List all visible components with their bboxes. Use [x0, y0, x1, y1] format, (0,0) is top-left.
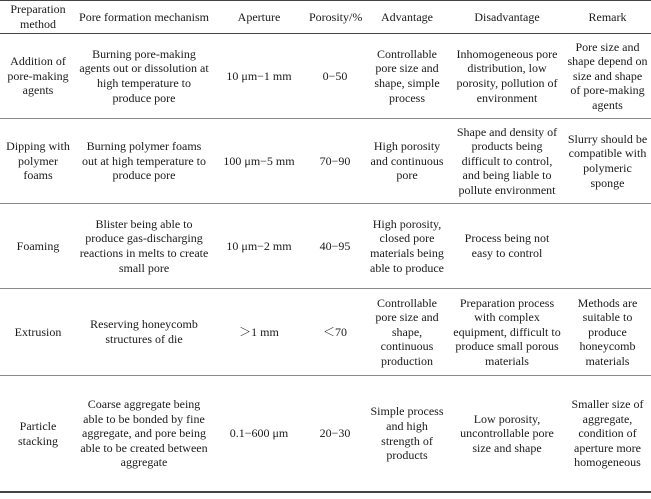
cell-remark: Slurry should be compatible with polymeric sponge: [564, 119, 651, 204]
cell-disadvantage: Process being not easy to control: [450, 204, 564, 289]
cell-porosity: 40−95: [306, 204, 364, 289]
cell-mechanism: Burning polymer foams out at high temperature to produce pore: [76, 119, 212, 204]
cell-advantage: Controllable pore size and shape, continuous production: [364, 289, 450, 376]
cell-aperture: 10 μm−1 mm: [212, 34, 306, 119]
cell-mechanism: Reserving honeycomb structures of die: [76, 289, 212, 376]
cell-remark: Methods are suitable to produce honeycomb materials: [564, 289, 651, 376]
cell-disadvantage: Low porosity, uncontrollable pore size and shape: [450, 376, 564, 493]
table-row: [0, 204, 651, 289]
cell-aperture: 10 μm−2 mm: [212, 204, 306, 289]
header-pore-formation-mechanism: Pore formation mechanism: [76, 1, 212, 34]
cell-advantage: Controllable pore size and shape, simple process: [364, 34, 450, 119]
header-porosity: Porosity/%: [306, 1, 364, 34]
cell-porosity: ＜70: [306, 289, 364, 376]
cell-aperture: ＞1 mm: [212, 289, 306, 376]
header-disadvantage: Disadvantage: [450, 1, 564, 34]
cell-advantage: High porosity, closed pore materials being able to produce: [364, 204, 450, 289]
cell-method: Particle stacking: [0, 376, 76, 493]
cell-method: Extrusion: [0, 289, 76, 376]
cell-porosity: 20−30: [306, 376, 364, 493]
table-row: [0, 376, 651, 493]
cell-method: Addition of pore-making agents: [0, 34, 76, 119]
cell-remark: Smaller size of aggregate, condition of aperture more homogeneous: [564, 376, 651, 493]
cell-disadvantage: Shape and density of products being difficult to control, and being liable to pollute environment: [450, 119, 564, 204]
cell-mechanism: Blister being able to produce gas-discharging reactions in melts to create small pore: [76, 204, 212, 289]
cell-aperture: 100 μm−5 mm: [212, 119, 306, 204]
header-remark: Remark: [564, 1, 651, 34]
cell-porosity: 0−50: [306, 34, 364, 119]
cell-advantage: Simple process and high strength of products: [364, 376, 450, 493]
header-aperture: Aperture: [212, 1, 306, 34]
table-row: [0, 34, 651, 119]
header-preparation-method: Preparation method: [0, 1, 76, 34]
cell-disadvantage: Preparation process with complex equipment, difficult to produce small porous materials: [450, 289, 564, 376]
cell-aperture: 0.1−600 μm: [212, 376, 306, 493]
cell-porosity: 70−90: [306, 119, 364, 204]
table-row: [0, 289, 651, 376]
header-advantage: Advantage: [364, 1, 450, 34]
table-row: [0, 119, 651, 204]
cell-remark: Pore size and shape depend on size and shape of pore-making agents: [564, 34, 651, 119]
cell-disadvantage: Inhomogeneous pore distribution, low porosity, pollution of environment: [450, 34, 564, 119]
cell-remark: [564, 204, 651, 289]
cell-mechanism: Coarse aggregate being able to be bonded by fine aggregate, and pore being able to be created between aggregate: [76, 376, 212, 493]
cell-advantage: High porosity and continuous pore: [364, 119, 450, 204]
cell-method: Foaming: [0, 204, 76, 289]
cell-method: Dipping with polymer foams: [0, 119, 76, 204]
cell-mechanism: Burning pore-making agents out or dissolution at high temperature to produce pore: [76, 34, 212, 119]
table-header-row: [0, 1, 651, 34]
